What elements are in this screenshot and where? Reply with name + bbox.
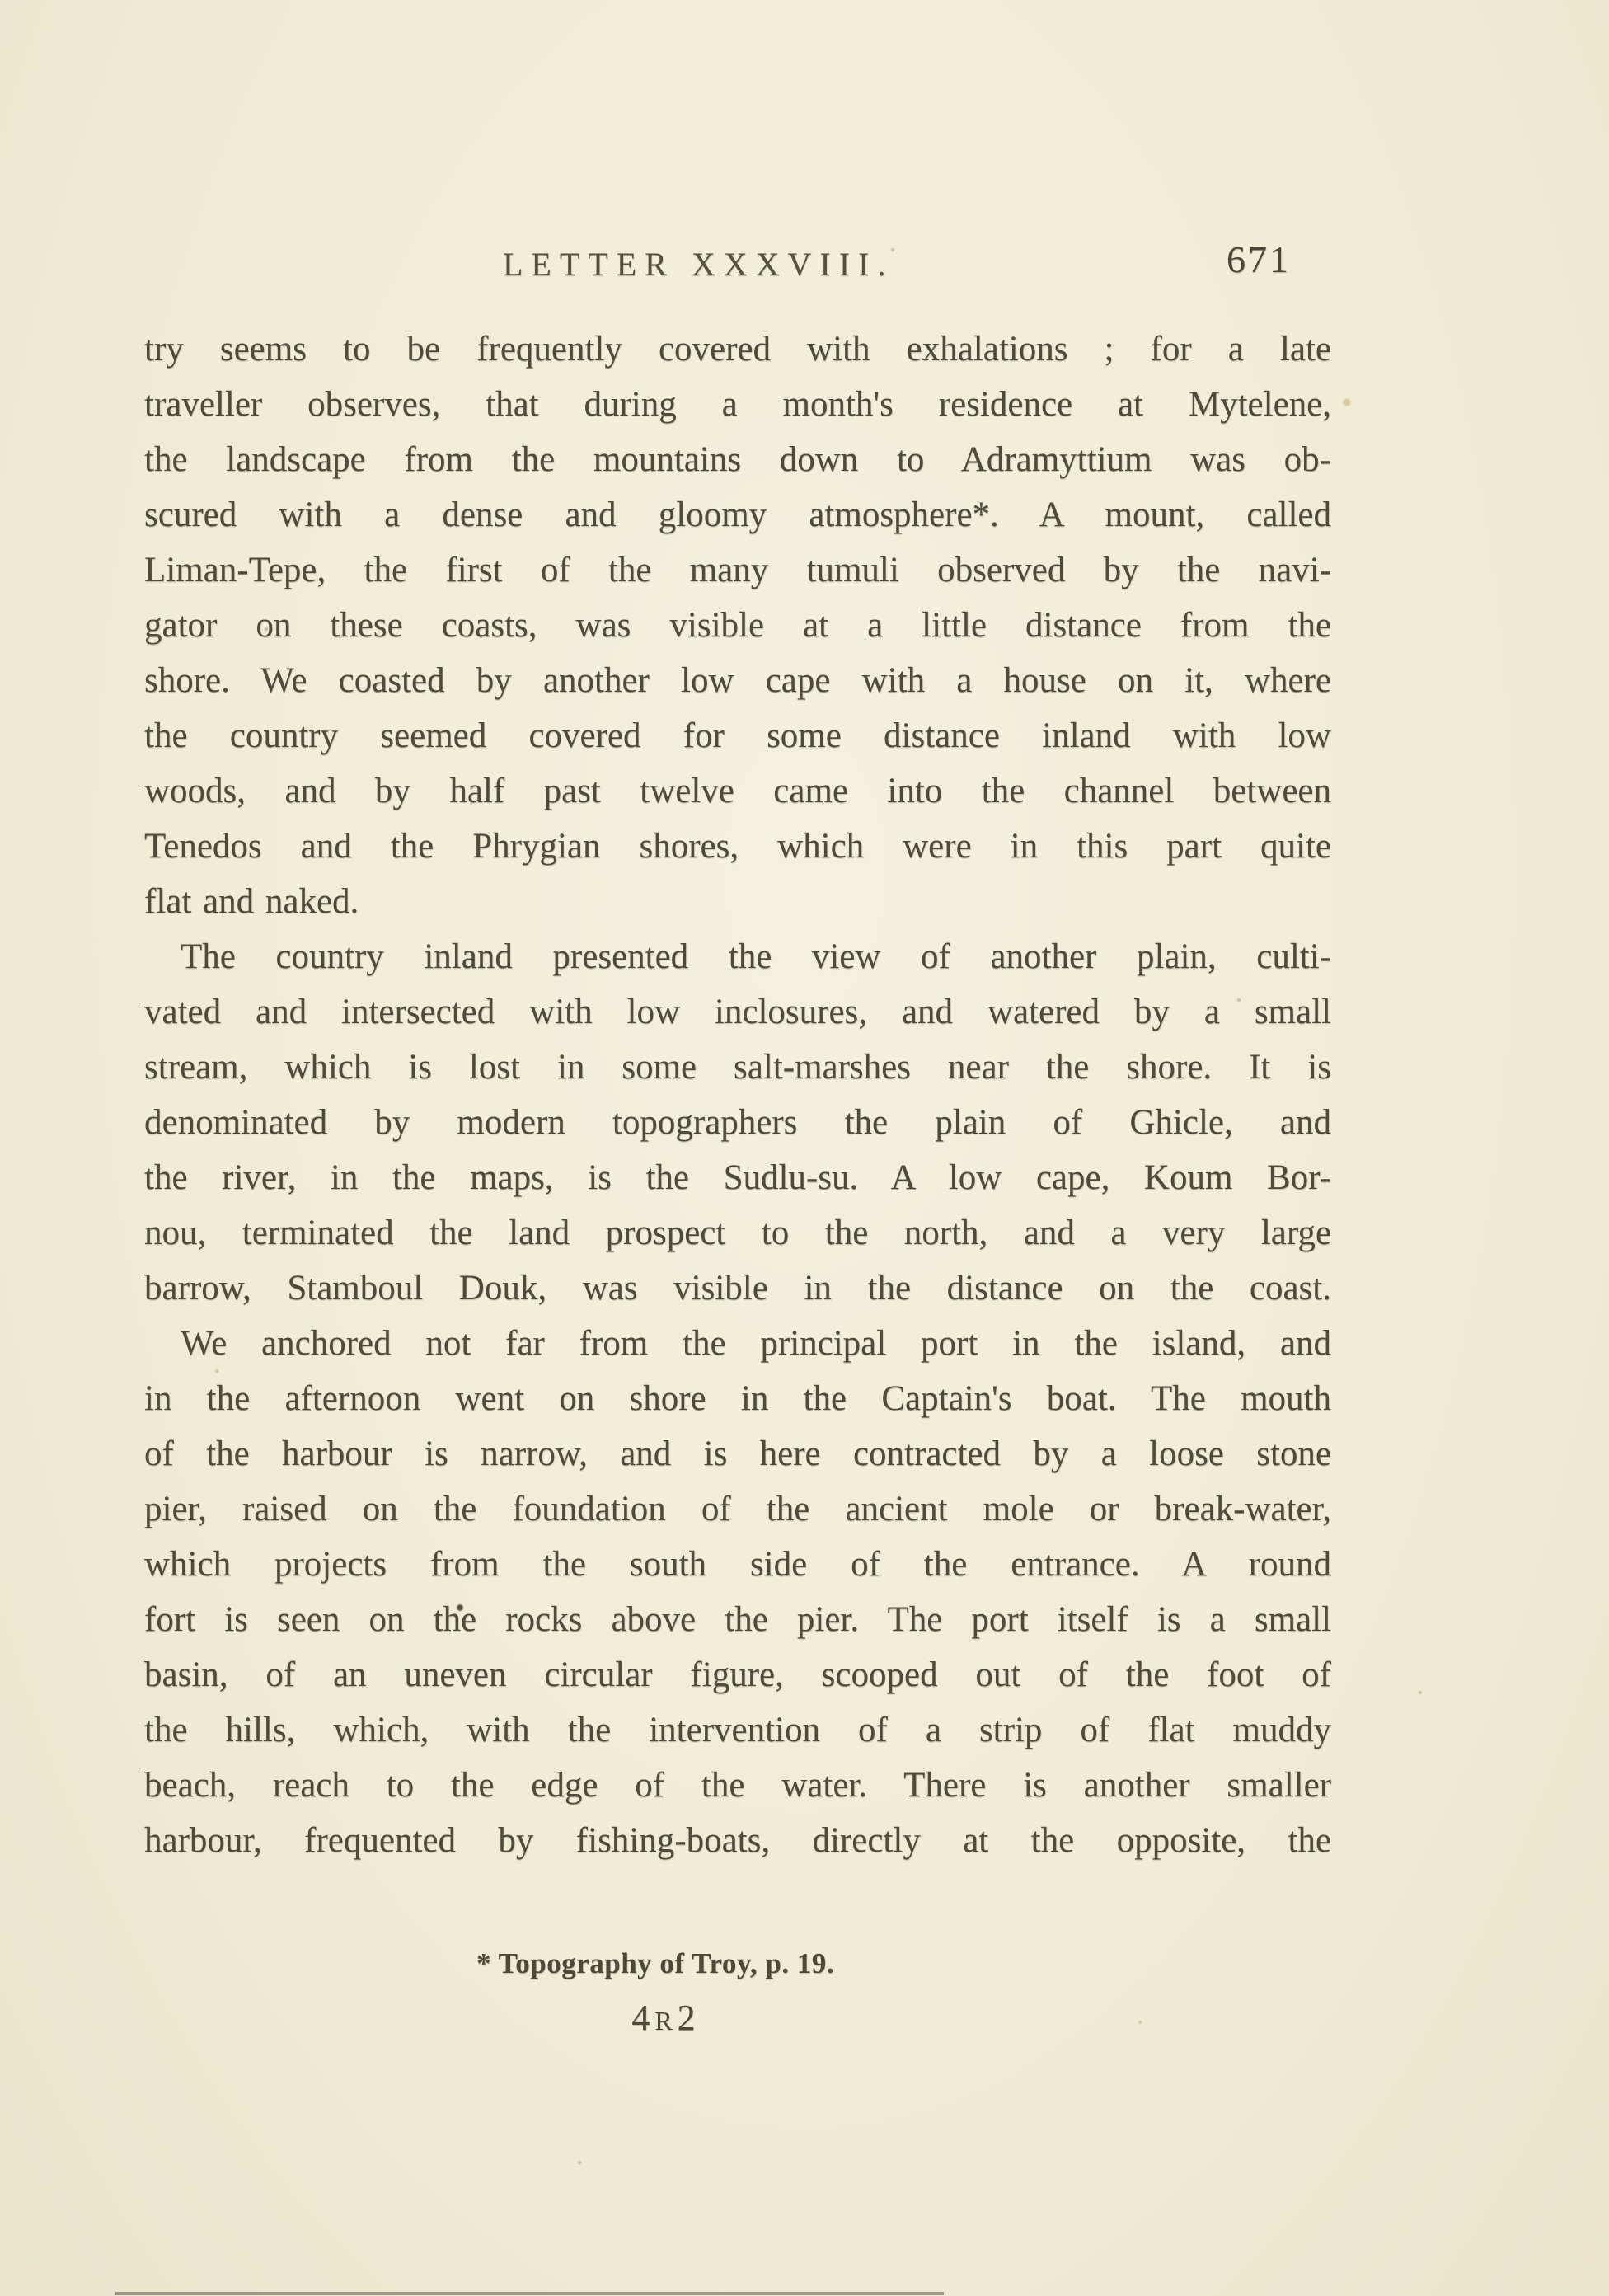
body-text-line: pier, raised on the foundation of the ancient mole or break-water, bbox=[144, 1490, 1331, 1528]
body-text-line: Tenedos and the Phrygian shores, which were in this part quite bbox=[144, 827, 1331, 866]
body-text-line: of the harbour is narrow, and is here contracted by a loose stone bbox=[144, 1434, 1331, 1473]
body-text-line: stream, which is lost in some salt-marshes near the shore. It is bbox=[144, 1048, 1331, 1087]
signature-numeral-right: 2 bbox=[677, 1998, 696, 2038]
body-text-line: gator on these coasts, was visible at a little distance from the bbox=[144, 606, 1331, 645]
body-text-line: Liman-Tepe, the first of the many tumuli observed by the navi- bbox=[144, 551, 1331, 589]
body-text-line: which projects from the south side of the entrance. A round bbox=[144, 1545, 1331, 1584]
signature-mark bbox=[614, 1997, 713, 2039]
body-text-line: vated and intersected with low inclosures, and watered by a small bbox=[144, 993, 1331, 1031]
body-text-line: We anchored not far from the principal port in the island, and bbox=[181, 1324, 1331, 1363]
body-text-line: harbour, frequented by fishing-boats, directly at the opposite, the bbox=[144, 1821, 1331, 1860]
body-text-line: beach, reach to the edge of the water. There is another smaller bbox=[144, 1766, 1331, 1805]
body-text-line: nou, terminated the land prospect to the north, and a very large bbox=[144, 1214, 1331, 1252]
body-text-line: traveller observes, that during a month's residence at Mytelene, bbox=[144, 385, 1331, 424]
footnote: * Topography of Troy, p. 19. bbox=[476, 1947, 835, 1979]
body-text-line: the country seemed covered for some distance inland with low bbox=[144, 716, 1331, 755]
body-text-line: denominated by modern topographers the plain of Ghicle, and bbox=[144, 1103, 1331, 1142]
body-text-line: shore. We coasted by another low cape with a house on it, where bbox=[144, 661, 1331, 700]
body-text-line: try seems to be frequently covered with exhalations ; for a late bbox=[144, 330, 1331, 369]
body-text-line: scured with a dense and gloomy atmosphere*. A mount, called bbox=[144, 495, 1331, 534]
body-text-line: basin, of an uneven circular figure, scooped out of the foot of bbox=[144, 1655, 1331, 1694]
body-text-line: in the afternoon went on shore in the Captain's boat. The mouth bbox=[144, 1379, 1331, 1418]
body-text-line: the river, in the maps, is the Sudlu-su. A low cape, Koum Bor- bbox=[144, 1158, 1331, 1197]
text-block bbox=[144, 322, 1331, 1868]
body-text-line: woods, and by half past twelve came into the channel between bbox=[144, 772, 1331, 810]
body-text-line: flat and naked. bbox=[144, 882, 359, 921]
signature-numeral-left: 4 bbox=[631, 1998, 650, 2038]
body-text-line: fort is seen on the rocks above the pier. The port itself is a small bbox=[144, 1600, 1331, 1639]
body-text-line: the landscape from the mountains down to Adramyttium was ob- bbox=[144, 440, 1331, 479]
body-text-line: The country inland presented the view of another plain, culti- bbox=[181, 937, 1331, 976]
running-head-title: LETTER XXXVIII. bbox=[503, 246, 894, 283]
body-text-line: barrow, Stamboul Douk, was visible in the distance on the coast. bbox=[144, 1269, 1331, 1308]
signature-letter: R bbox=[654, 2006, 673, 2035]
body-text-line: the hills, which, with the intervention of a strip of flat muddy bbox=[144, 1711, 1331, 1749]
page-number: 671 bbox=[1227, 238, 1291, 280]
